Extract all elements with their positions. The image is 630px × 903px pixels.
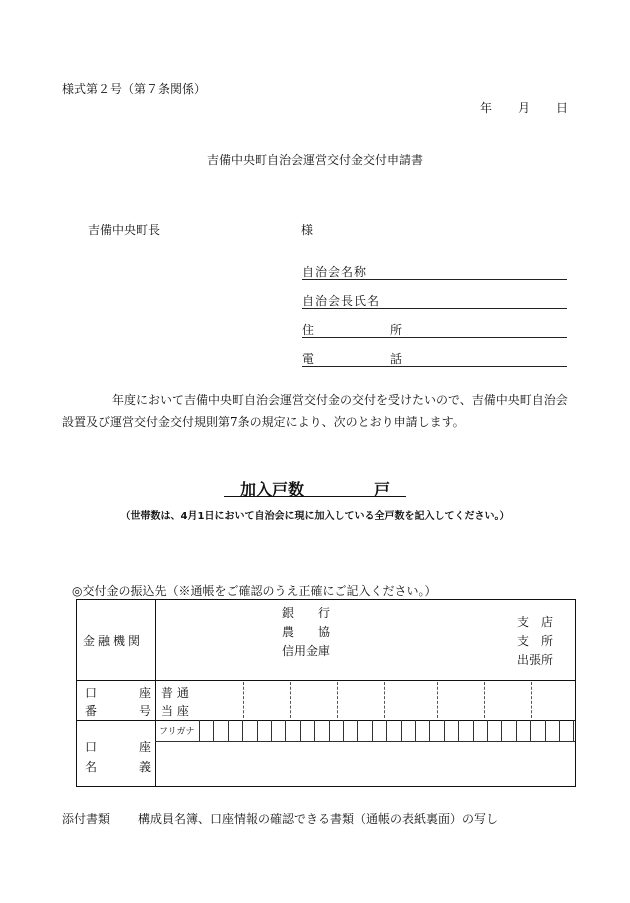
households-line xyxy=(0,477,630,500)
furigana-char-box[interactable] xyxy=(242,720,243,741)
account-number-label-1b: 座 xyxy=(139,686,152,700)
furigana-char-box[interactable] xyxy=(545,720,546,741)
addressee-honorific: 様 xyxy=(301,223,314,237)
furigana-char-box[interactable] xyxy=(329,720,330,741)
furigana-char-box[interactable] xyxy=(285,720,286,741)
furigana-char-box[interactable] xyxy=(473,720,474,741)
furigana-char-box[interactable] xyxy=(516,720,517,741)
institution-input[interactable] xyxy=(157,600,577,680)
furigana-char-box[interactable] xyxy=(228,720,229,741)
bank-type-bank: 銀 行 xyxy=(282,606,331,620)
holder-label-2a: 名 xyxy=(85,760,98,774)
furigana-char-box[interactable] xyxy=(487,720,488,741)
furigana-char-box[interactable] xyxy=(458,720,459,741)
phone-field[interactable] xyxy=(302,350,567,367)
furigana-char-box[interactable] xyxy=(199,720,200,741)
account-number-label-1a: 口 xyxy=(85,686,98,700)
date-day-label: 日 xyxy=(556,101,569,115)
furigana-char-box[interactable] xyxy=(357,720,358,741)
application-statement: 年度において吉備中央町自治会運営交付金の交付を受けたいので、吉備中央町自治会設置及び運営交付金交付規則第7条の規定により、次のとおり申請します。 xyxy=(62,393,568,429)
account-type-ordinary[interactable]: 普 通 xyxy=(161,686,189,700)
furigana-char-box[interactable] xyxy=(314,720,315,741)
form-number-label: 様式第２号（第７条関係） xyxy=(62,82,207,96)
association-name-field[interactable] xyxy=(302,263,567,280)
address-label-b: 所 xyxy=(389,323,402,337)
branch-type-sub-office: 出張所 xyxy=(517,653,554,667)
furigana-char-box[interactable] xyxy=(271,720,272,741)
furigana-char-box[interactable] xyxy=(530,720,531,741)
holder-name-input[interactable] xyxy=(157,742,577,786)
holder-label-2b: 義 xyxy=(139,760,152,774)
association-head-label: 自治会長氏名 xyxy=(302,294,381,308)
furigana-char-box[interactable] xyxy=(372,720,373,741)
document-title: 吉備中央町自治会運営交付金交付申請書 xyxy=(206,153,423,167)
furigana-label: フリガナ xyxy=(159,727,195,737)
furigana-char-box[interactable] xyxy=(257,720,258,741)
furigana-char-box[interactable] xyxy=(213,720,214,741)
households-note: （世帯数は、4月1日において自治会に現に加入している全戸数を記入してください。） xyxy=(120,511,510,522)
households-label: 加入戸数 xyxy=(239,480,304,499)
table-row-divider xyxy=(77,720,575,721)
branch-type-office: 支 所 xyxy=(517,634,554,648)
phone-label-b: 話 xyxy=(389,352,402,366)
institution-label: 金融機関 xyxy=(83,634,144,648)
furigana-char-box[interactable] xyxy=(444,720,445,741)
households-underline xyxy=(224,496,406,497)
furigana-char-box[interactable] xyxy=(386,720,387,741)
bank-account-table xyxy=(76,599,576,787)
address-label xyxy=(302,321,402,338)
account-number-label-2b: 号 xyxy=(139,704,152,718)
holder-label-1b: 座 xyxy=(139,740,152,754)
account-type-current[interactable]: 当 座 xyxy=(161,704,189,718)
address-label-a: 住 xyxy=(302,323,315,337)
date-month-label: 月 xyxy=(518,101,531,115)
attachment-label: 添付書類 xyxy=(62,812,111,826)
households-unit: 戸 xyxy=(374,480,391,499)
addressee-name: 吉備中央町長 xyxy=(88,223,161,237)
address-field[interactable] xyxy=(302,321,567,338)
furigana-char-box[interactable] xyxy=(429,720,430,741)
association-name-label: 自治会名称 xyxy=(302,265,368,279)
furigana-char-box[interactable] xyxy=(501,720,502,741)
holder-label-1a: 口 xyxy=(85,740,98,754)
account-number-label-2a: 番 xyxy=(85,704,98,718)
furigana-char-box[interactable] xyxy=(300,720,301,741)
branch-type-branch: 支 店 xyxy=(517,615,554,629)
bank-type-ja: 農 協 xyxy=(282,625,331,639)
account-number-input[interactable] xyxy=(243,680,575,720)
furigana-char-box[interactable] xyxy=(415,720,416,741)
bank-type-credit-union: 信用金庫 xyxy=(282,644,331,658)
attachment-text: 構成員名簿、口座情報の確認できる書類（通帳の表紙裏面）の写し xyxy=(138,812,499,826)
table-column-divider xyxy=(155,600,156,786)
transfer-title: ◎交付金の振込先（※通帳をご確認のうえ正確にご記入ください。） xyxy=(72,584,437,598)
phone-label xyxy=(302,350,402,367)
furigana-char-box[interactable] xyxy=(573,720,574,741)
association-head-field[interactable] xyxy=(302,292,567,309)
furigana-char-box[interactable] xyxy=(559,720,560,741)
furigana-char-box[interactable] xyxy=(401,720,402,741)
date-year-label: 年 xyxy=(480,101,493,115)
furigana-char-box[interactable] xyxy=(343,720,344,741)
phone-label-a: 電 xyxy=(302,352,315,366)
